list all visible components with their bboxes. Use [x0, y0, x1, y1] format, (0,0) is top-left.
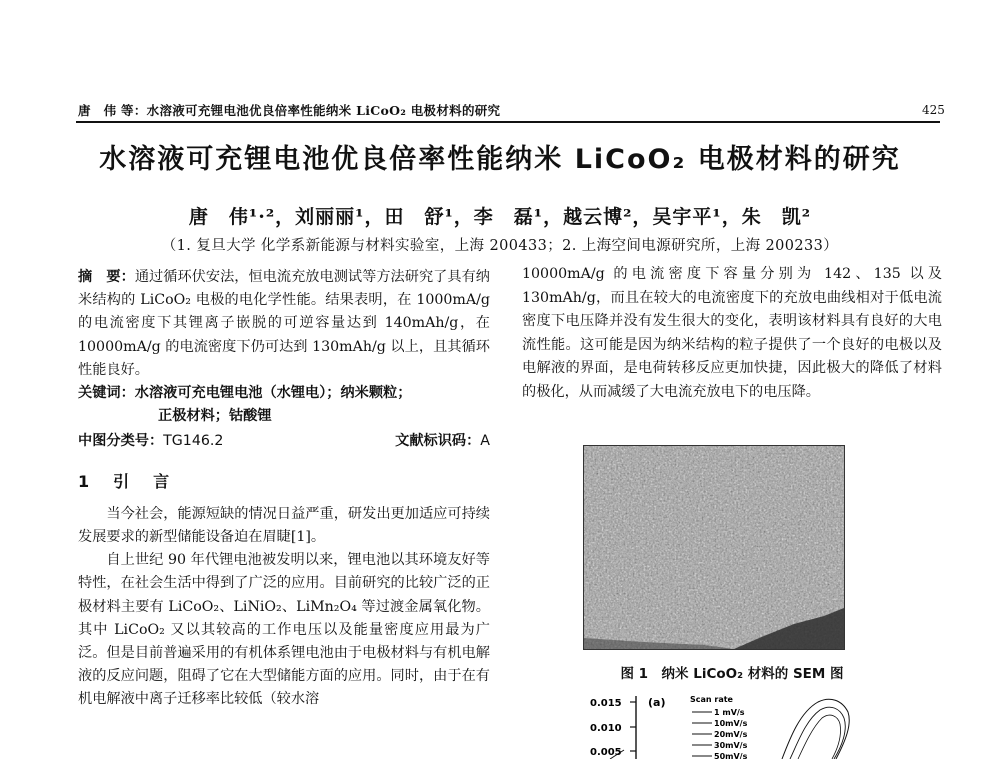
right-column [522, 263, 942, 405]
doc-code-value: A [480, 433, 490, 450]
cv-curve [790, 707, 845, 759]
abstract [78, 266, 490, 382]
cv-curve [798, 715, 841, 759]
affiliations: （1. 复旦大学 化学系新能源与材料实验室，上海 200433；2. 上海空间电源研究所，上海 200233） [161, 238, 839, 254]
classification-line [78, 430, 490, 453]
author-list: 唐 伟¹·²，刘丽丽¹，田 舒¹，李 磊¹，越云博²，吴宇平¹，朱 凯² [188, 206, 812, 228]
page-number: 425 [922, 103, 945, 117]
legend-entry: 10mV/s [714, 719, 748, 728]
abstract-text: 通过循环伏安法，恒电流充放电测试等方法研究了具有纳米结构的 LiCoO₂ 电极的电化学性能。结果表明，在 1000mA/g 的电流密度下其锂离子嵌脱的可逆容量达到 140mAh/g，在 10000mA/g 的电流密度下仍可达到 130mAh/g 以上，且其循环性能良好。 [78, 269, 490, 378]
abstract-continued: 10000mA/g 的电流密度下容量分别为 142、135 以及 130mAh/g，而且在较大的电流密度下的充放电曲线相对于低电流密度下电压降并没有发生很大的变化，表明该材料具有良好的大电流性能。这可能是因为纳米结构的粒子提供了一个良好的电极以及电解液的界面，是电荷转移反应更加快捷，因此极大的降低了材料的极化，从而减缓了大电流充放电下的电压降。 [522, 266, 942, 400]
intro-paragraph-2: 自上世纪 90 年代锂电池被发明以来，锂电池以其环境友好等特性，在社会生活中得到了广泛的应用。目前研究的比较广泛的正极材料主要有 LiCoO₂、LiNiO₂、LiMn₂O₄ 等过渡金属氧化物。其中 LiCoO₂ 又以其较高的工作电压以及能量密度应用最为广泛。但是目前普遍采用的有机体系锂电池由于电极材料与有机电解液的反应问题，阻碍了它在大型储能方面的应用。同时，由于在有机电解液中离子迁移率比较低（较水溶 [78, 552, 490, 708]
doc-code-label: 文献标识码： [395, 433, 481, 450]
legend-title: Scan rate [690, 695, 733, 704]
sem-texture [584, 446, 844, 649]
cv-plot [590, 690, 870, 759]
legend-entry: 20mV/s [714, 730, 748, 739]
classification-label: 中图分类号： [78, 433, 164, 450]
keywords-line1: 水溶液可充电锂电池（水锂电）；纳米颗粒； [134, 385, 412, 402]
legend-entry: 1 mV/s [714, 708, 745, 717]
legend-entry: 50mV/s [714, 752, 748, 759]
header-rule [76, 121, 940, 123]
classification-value: TG146.2 [163, 433, 224, 450]
sem-image [583, 445, 845, 650]
y-tick-label: 0.005 [590, 747, 622, 758]
figure1-caption: 图 1 纳米 LiCoO₂ 材料的 SEM 图 [620, 666, 844, 682]
left-column [78, 266, 490, 712]
y-tick-label: 0.010 [590, 723, 622, 734]
panel-label: (a) [648, 696, 666, 709]
abstract-label: 摘 要： [78, 269, 135, 285]
section-heading: 1 引 言 [78, 471, 174, 491]
keywords-label: 关键词： [78, 385, 135, 402]
legend-entry: 30mV/s [714, 741, 748, 750]
keywords-line2: 正极材料；钴酸锂 [158, 408, 272, 425]
keywords [78, 382, 490, 405]
y-tick-label: 0.015 [590, 698, 622, 709]
paper-title: 水溶液可充锂电池优良倍率性能纳米 LiCoO₂ 电极材料的研究 [99, 144, 901, 175]
running-head: 唐 伟 等：水溶液可充锂电池优良倍率性能纳米 LiCoO₂ 电极材料的研究 [78, 103, 501, 118]
intro-paragraph-1: 当今社会，能源短缺的情况日益严重，研发出更加适应可持续发展要求的新型储能设备迫在眉睫[1]。 [78, 505, 490, 546]
